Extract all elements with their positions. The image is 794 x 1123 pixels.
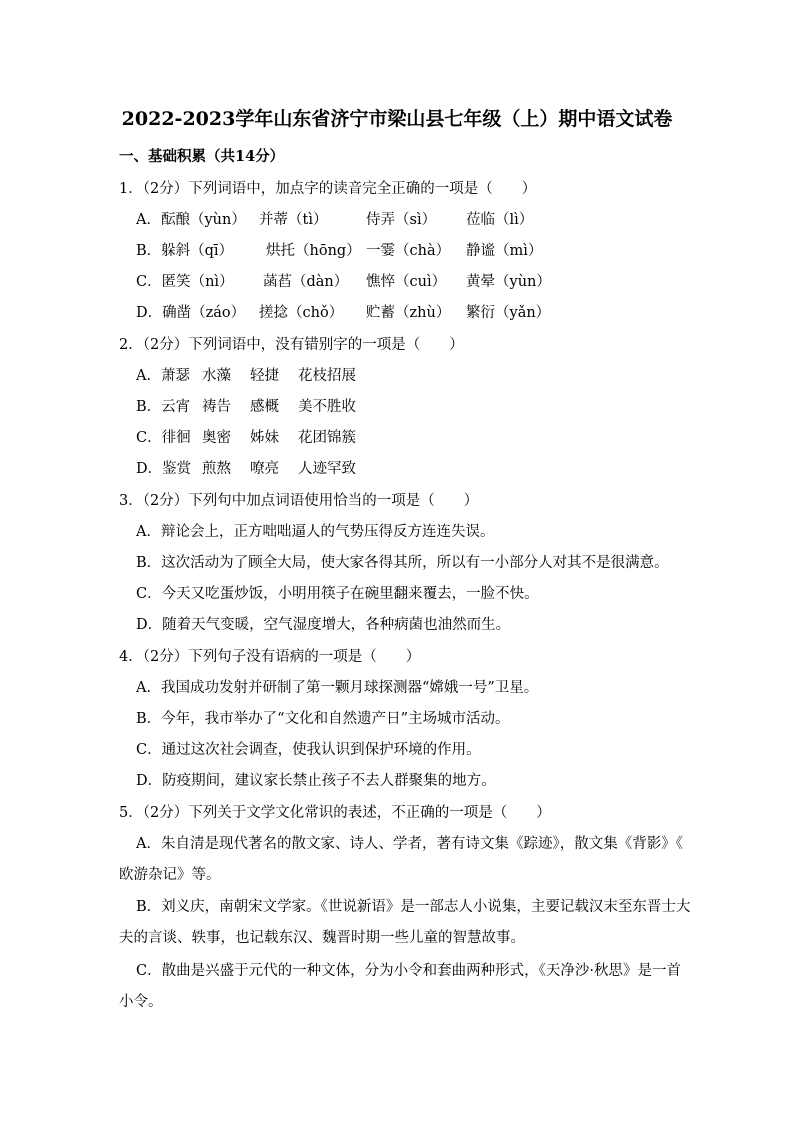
q1-a-3: 侍弄（sì） — [366, 212, 437, 228]
q2-option-d — [136, 457, 356, 478]
q1-c-3: 憔悴（cuì） — [366, 274, 447, 290]
q3-option-d: D．随着天气变暖，空气湿度增大，各种病菌也油然而生。 — [136, 617, 511, 633]
question-4-stem: 4．（2分）下列句子没有语病的一项是（ ） — [119, 649, 421, 665]
q1-option-a — [136, 208, 533, 229]
q2-b-1: B．云宵 — [136, 399, 191, 415]
q1-option-d — [136, 301, 550, 322]
q5-option-c-line2: 小令。 — [119, 994, 163, 1010]
q1-b-4: 静谧（mì） — [466, 243, 543, 259]
q2-c-3: 姊妹 — [250, 430, 279, 446]
section-heading: 一、基础积累（共14分） — [119, 148, 285, 165]
q2-d-4: 人迹罕致 — [298, 461, 356, 477]
q2-a-1: A．萧瑟 — [136, 368, 190, 384]
q1-option-b — [136, 239, 542, 260]
q2-d-3: 嘹亮 — [250, 461, 279, 477]
q1-b-3: 一霎（chà） — [366, 243, 451, 259]
q2-d-2: 煎熬 — [202, 461, 231, 477]
q3-option-c: C．今天又吃蛋炒饭，小明用筷子在碗里翻来覆去，一脸不快。 — [136, 586, 539, 602]
q2-b-4: 美不胜收 — [298, 399, 356, 415]
q3-option-a: A．辩论会上，正方咄咄逼人的气势压得反方连连失误。 — [136, 524, 495, 540]
q5-option-a-line2: 欧游杂记》等。 — [119, 867, 221, 883]
q2-c-4: 花团锦簇 — [298, 430, 356, 446]
q1-b-2: 烘托（hōng） — [266, 243, 361, 259]
q1-c-2: 菡萏（dàn） — [263, 274, 349, 290]
q5-option-b-line2: 夫的言谈、轶事，也记载东汉、魏晋时期一些儿童的智慧故事。 — [119, 930, 525, 946]
q2-b-3: 感概 — [250, 399, 279, 415]
question-5-stem: 5．（2分）下列关于文学文化常识的表述，不正确的一项是（ ） — [119, 805, 551, 821]
q2-a-2: 水藻 — [202, 368, 231, 384]
question-1-stem: 1．（2分）下列词语中，加点字的读音完全正确的一项是（ ） — [119, 181, 537, 197]
q1-d-1: D．确凿（záo） — [136, 305, 246, 321]
question-2-stem: 2．（2分）下列词语中，没有错别字的一项是（ ） — [119, 337, 464, 353]
q2-option-c — [136, 426, 356, 447]
q1-d-2: 搓捻（chǒ） — [259, 305, 344, 321]
q2-c-1: C．徘徊 — [136, 430, 191, 446]
q4-option-a: A．我国成功发射并研制了第一颗月球探测器“嫦娥一号”卫星。 — [136, 680, 539, 696]
q1-d-4: 繁衍（yǎn） — [466, 305, 551, 321]
q4-option-b: B．今年，我市举办了“文化和自然遗产日”主场城市活动。 — [136, 711, 510, 727]
q2-d-1: D．鉴赏 — [136, 461, 192, 477]
q1-a-4: 莅临（lì） — [466, 212, 534, 228]
q3-option-b: B．这次活动为了顾全大局，使大家各得其所，所以有一小部分人对其不是很满意。 — [136, 555, 669, 571]
q1-d-3: 贮蓄（zhù） — [366, 305, 451, 321]
q1-c-4: 黄晕（yùn） — [466, 274, 551, 290]
q5-option-a-line1: A．朱自清是现代著名的散文家、诗人、学者，著有诗文集《踪迹》，散文集《背影》《 — [136, 836, 683, 852]
q2-option-a — [136, 364, 356, 385]
q2-c-2: 奥密 — [202, 430, 231, 446]
q1-a-1: A．酝酿（yùn） — [136, 212, 246, 228]
q4-option-d: D．防疫期间，建议家长禁止孩子不去人群聚集的地方。 — [136, 773, 496, 789]
page-title: 2022-2023学年山东省济宁市梁山县七年级（上）期中语文试卷 — [121, 108, 673, 130]
q2-a-3: 轻捷 — [250, 368, 279, 384]
q2-b-2: 祷告 — [202, 399, 231, 415]
q2-a-4: 花枝招展 — [298, 368, 356, 384]
q5-option-c-line1: C．散曲是兴盛于元代的一种文体，分为小令和套曲两种形式，《天净沙·秋思》是一首 — [136, 963, 681, 979]
q4-option-c: C．通过这次社会调查，使我认识到保护环境的作用。 — [136, 742, 481, 758]
q1-b-1: B．躲斜（qī） — [136, 243, 234, 259]
q1-option-c — [136, 270, 551, 291]
q5-option-b-line1: B．刘义庆，南朝宋文学家。《世说新语》是一部志人小说集，主要记载汉末至东晋士大 — [136, 899, 691, 915]
q2-option-b — [136, 395, 356, 416]
q1-c-1: C．匿笑（nì） — [136, 274, 234, 290]
q1-a-2: 并蒂（tì） — [259, 212, 328, 228]
question-3-stem: 3．（2分）下列句中加点词语使用恰当的一项是（ ） — [119, 493, 479, 509]
